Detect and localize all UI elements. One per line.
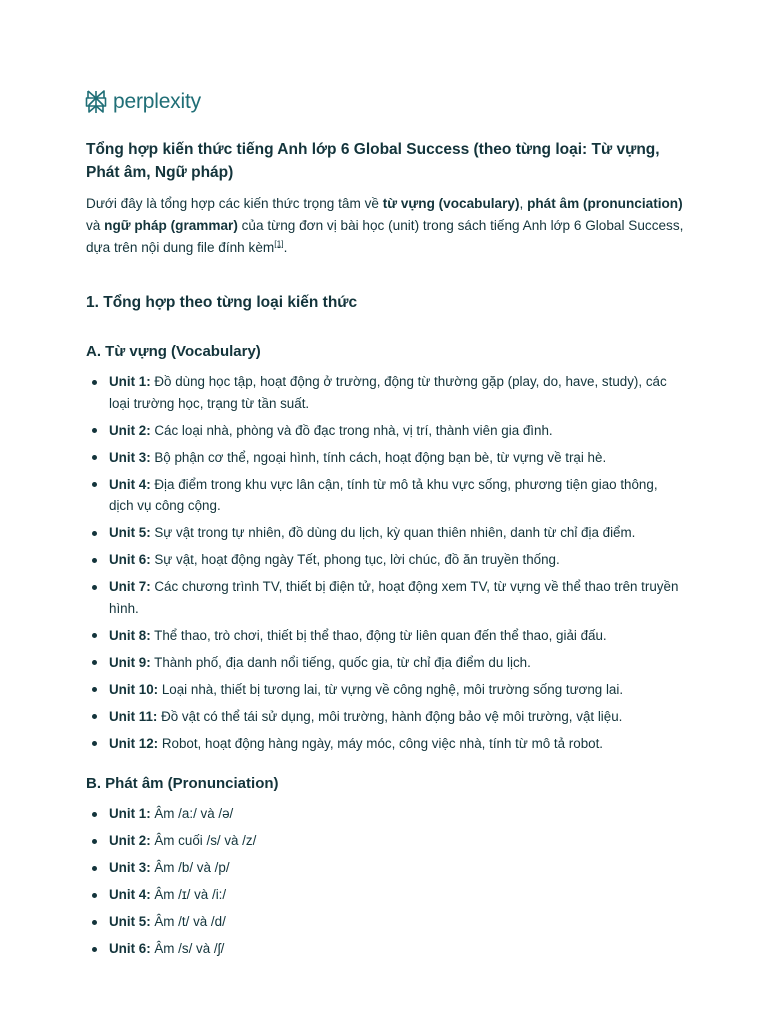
perplexity-logo-icon (85, 89, 107, 115)
list-item (86, 733, 684, 755)
list-item (86, 549, 684, 571)
unit-label: Unit 2: (109, 422, 151, 438)
vocabulary-list (86, 371, 684, 754)
section-heading: 1. Tổng hợp theo từng loại kiến thức (86, 294, 358, 311)
unit-description: Âm /s/ và /ʃ/ (150, 941, 225, 956)
unit-description: Sự vật, hoạt động ngày Tết, phong tục, lời chúc, đồ ăn truyền thống. (150, 552, 560, 567)
intro-bold-grammar: ngữ pháp (grammar) (104, 218, 238, 233)
intro-paragraph (86, 193, 684, 259)
citation-link[interactable]: [1] (274, 238, 284, 249)
pronunciation-heading: B. Phát âm (Pronunciation) (86, 775, 279, 792)
unit-label: Unit 6: (109, 552, 151, 567)
unit-description: Âm /b/ và /p/ (150, 860, 230, 875)
unit-description: Các loại nhà, phòng và đồ đạc trong nhà, vị trí, thành viên gia đình. (150, 422, 553, 438)
unit-label: Unit 12: (109, 735, 159, 751)
unit-label: Unit 5: (109, 525, 151, 540)
unit-label: Unit 4: (109, 887, 151, 902)
list-item (86, 884, 684, 906)
list-item (86, 938, 684, 960)
unit-label: Unit 2: (109, 833, 151, 848)
unit-description: Bộ phận cơ thể, ngoại hình, tính cách, hoạt động bạn bè, từ vựng về trại hè. (150, 449, 607, 465)
intro-bold-pronunciation: phát âm (pronunciation) (527, 196, 683, 211)
unit-label: Unit 10: (109, 681, 159, 697)
list-item (86, 830, 684, 852)
unit-label: Unit 3: (109, 449, 151, 465)
unit-label: Unit 8: (109, 627, 151, 643)
unit-label: Unit 11: (109, 708, 158, 724)
unit-description: Âm /ɪ/ và /i:/ (150, 887, 227, 902)
list-item (86, 652, 684, 674)
unit-description: Âm /t/ và /d/ (150, 914, 226, 929)
unit-label: Unit 4: (109, 476, 151, 492)
intro-text: của từng đơn vị bài học (unit) trong sách tiếng Anh lớp 6 Global Success, dựa trên nội dung file đính kèm (86, 218, 684, 255)
unit-description: Thành phố, địa danh nổi tiếng, quốc gia, từ chỉ địa điểm du lịch. (150, 654, 531, 670)
unit-label: Unit 3: (109, 860, 151, 875)
brand-name: perplexity (113, 90, 201, 113)
intro-text: , (519, 196, 528, 211)
unit-description: Địa điểm trong khu vực lân cận, tính từ mô tả khu vực sống, phương tiện giao thông, dịch vụ công cộng. (109, 476, 658, 513)
page-title: Tổng hợp kiến thức tiếng Anh lớp 6 Global Success (theo từng loại: Từ vựng, Phát âm, Ngữ pháp) (86, 141, 660, 181)
list-item (86, 857, 684, 879)
unit-description: Đồ vật có thể tái sử dụng, môi trường, hành động bảo vệ môi trường, vật liệu. (157, 708, 623, 724)
vocabulary-heading: A. Từ vựng (Vocabulary) (86, 343, 261, 360)
unit-label: Unit 7: (109, 579, 151, 594)
intro-bold-vocabulary: từ vựng (vocabulary) (382, 196, 520, 211)
unit-description: Đồ dùng học tập, hoạt động ở trường, động từ thường gặp (play, do, have, study), các loại trường học, trạng từ tần suất. (109, 374, 667, 411)
unit-description: Robot, hoạt động hàng ngày, máy móc, công việc nhà, tính từ mô tả robot. (158, 735, 604, 751)
document-content (86, 138, 684, 965)
intro-text: . (283, 240, 288, 255)
list-item (86, 371, 684, 414)
unit-description: Âm /a:/ và /ə/ (150, 806, 234, 821)
list-item (86, 679, 684, 701)
list-item (86, 911, 684, 933)
unit-description: Các chương trình TV, thiết bị điện tử, hoạt động xem TV, từ vựng về thể thao trên truyền hình. (109, 579, 679, 616)
unit-label: Unit 9: (109, 654, 151, 670)
brand-logo (85, 89, 201, 115)
pronunciation-list (86, 803, 684, 960)
list-item (86, 803, 684, 825)
unit-description: Thể thao, trò chơi, thiết bị thể thao, động từ liên quan đến thể thao, giải đấu. (150, 627, 607, 643)
unit-description: Âm cuối /s/ và /z/ (150, 833, 257, 848)
unit-label: Unit 1: (109, 806, 151, 821)
unit-description: Sự vật trong tự nhiên, đồ dùng du lịch, kỳ quan thiên nhiên, danh từ chỉ địa điểm. (150, 525, 636, 540)
unit-label: Unit 5: (109, 914, 151, 929)
unit-label: Unit 1: (109, 374, 151, 389)
intro-text: Dưới đây là tổng hợp các kiến thức trọng tâm về (86, 196, 383, 211)
unit-label: Unit 6: (109, 941, 151, 956)
list-item (86, 447, 684, 469)
unit-description: Loại nhà, thiết bị tương lai, từ vựng về công nghệ, môi trường sống tương lai. (158, 681, 624, 697)
list-item (86, 576, 684, 619)
list-item (86, 706, 684, 728)
list-item (86, 625, 684, 647)
list-item (86, 420, 684, 442)
intro-text: và (86, 218, 105, 233)
list-item (86, 522, 684, 544)
list-item (86, 474, 684, 517)
